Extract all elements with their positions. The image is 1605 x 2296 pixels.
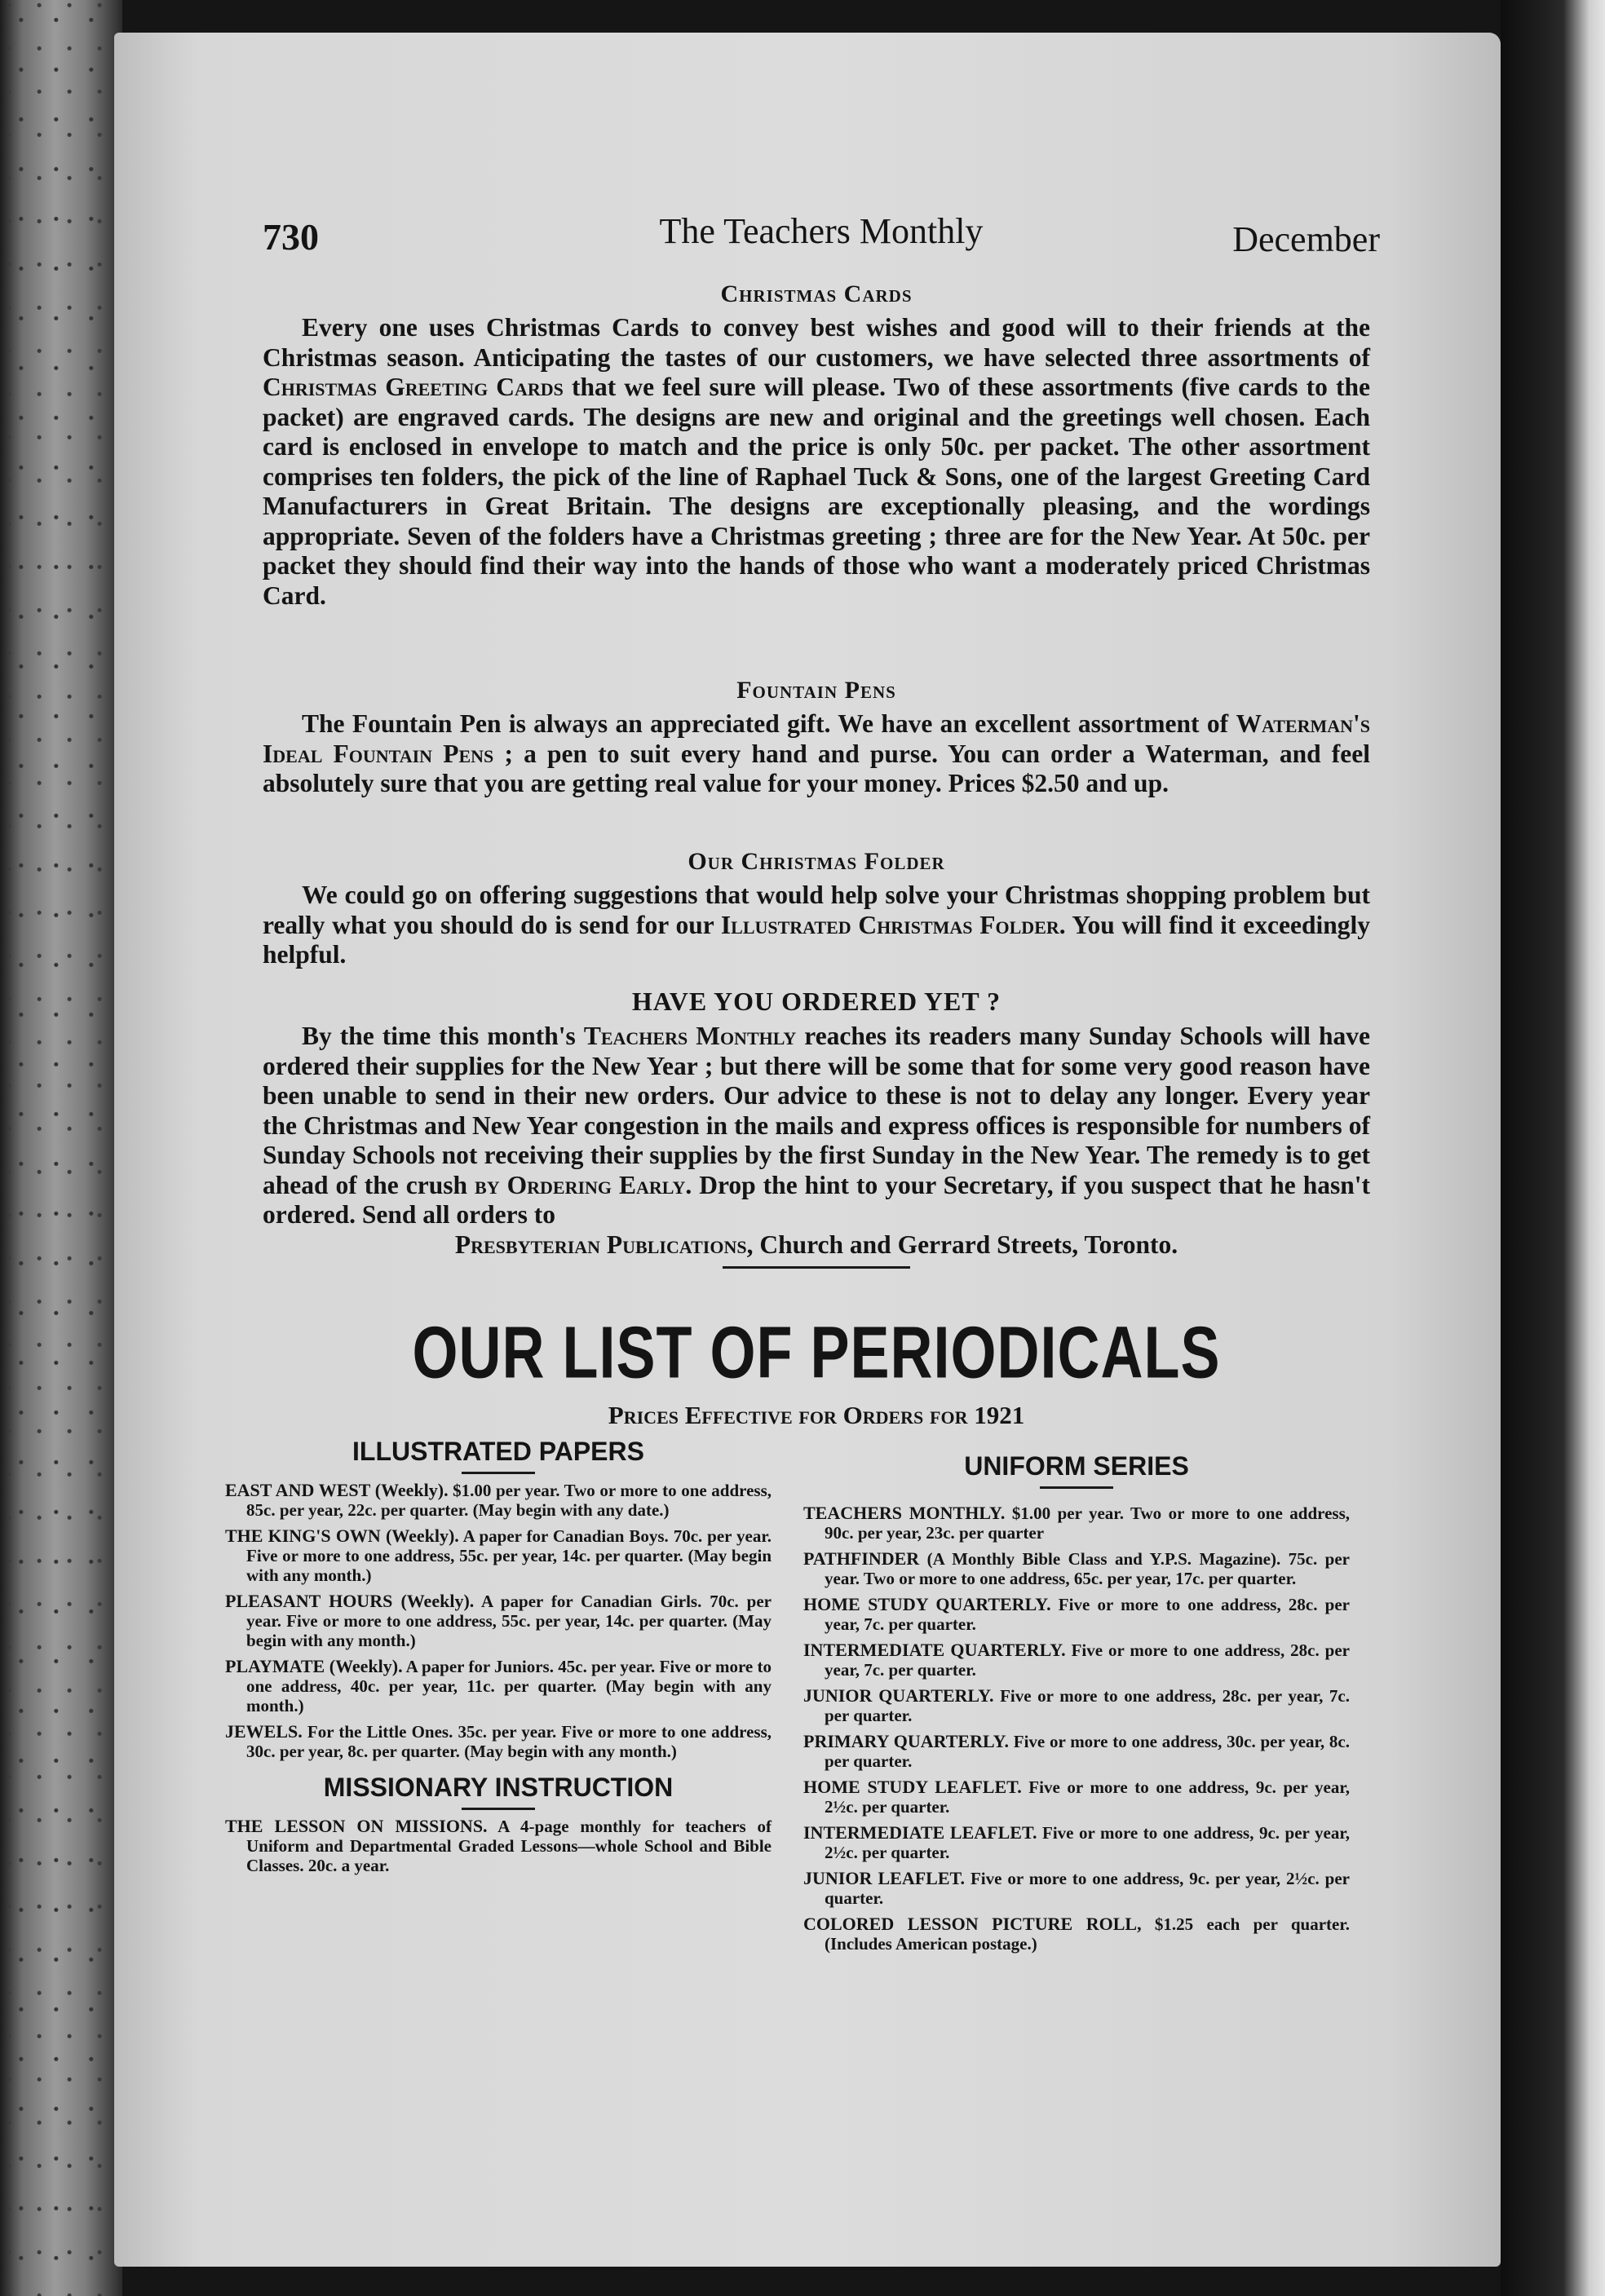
periodical-details: Five or more to one address, 9c. per year, 2½c. per quarter. [825, 1823, 1350, 1862]
periodical-entry [803, 1549, 1350, 1588]
body-text: We could go on offering suggestions that would help solve your Christmas shopping problem but really what you should do is send for our [263, 881, 1370, 939]
periodical-entry [803, 1869, 1350, 1908]
periodical-entry [225, 1526, 772, 1585]
periodical-name: JUNIOR QUARTERLY. [803, 1685, 994, 1706]
periodical-details: $1.00 per year. Two or more to one address, 90c. per year, 23c. per quarter [825, 1503, 1350, 1543]
periodical-details: A paper for Juniors. 45c. per year. Five or more to one address, 40c. per year, 11c. per quarter. (May begin with any month.) [246, 1657, 772, 1715]
christmas-cards-section [263, 280, 1370, 611]
periodicals-left-column [225, 1437, 772, 1882]
periodical-name: EAST AND WEST (Weekly). [225, 1480, 449, 1500]
page-number: 730 [263, 216, 319, 258]
periodical-details: Five or more to one address, 28c. per year, 7c. per quarter. [825, 1595, 1350, 1634]
periodical-entry [225, 1481, 772, 1520]
periodical-name: INTERMEDIATE QUARTERLY. [803, 1640, 1066, 1660]
body-text: . Drop the hint to your Secretary, if you suspect that he hasn't ordered. Send all orders to [263, 1170, 1370, 1229]
periodical-name: JEWELS. [225, 1721, 303, 1742]
periodical-details: Five or more to one address, 9c. per year, 2½c. per quarter. [825, 1777, 1351, 1817]
publisher-address: , Church and Gerrard Streets, Toronto. [746, 1230, 1178, 1259]
periodical-entry [225, 1722, 772, 1761]
christmas-folder-section [263, 848, 1370, 970]
periodical-details: A paper for Canadian Girls. 70c. per year. Five or more to one address, 55c. per year, 14c. per quarter. (May begin with any month.) [246, 1592, 772, 1650]
section-body [263, 313, 1370, 611]
emphasis-text: Illustrated Christmas Folder [720, 910, 1059, 939]
section-heading: Fountain Pens [736, 677, 896, 704]
book-spine [0, 0, 122, 2296]
periodical-details: Five or more to one address, 28c. per year, 7c. per quarter. [825, 1640, 1351, 1680]
periodical-entry [803, 1914, 1350, 1954]
fountain-pens-section [263, 677, 1370, 799]
periodical-name: JUNIOR LEAFLET. [803, 1868, 966, 1888]
periodical-details: A 4-page monthly for teachers of Uniform and Departmental Graded Lessons—whole School and Bible Classes. 20c. a year. [246, 1817, 772, 1875]
periodical-details: Five or more to one address, 9c. per year, 2½c. per quarter. [825, 1869, 1350, 1908]
body-text: ; a pen to suit every hand and purse. You can order a Waterman, and feel absolutely sure that you are getting real value for your money. Prices $2.50 and up. [263, 739, 1370, 797]
body-text: . You will find it exceedingly helpful. [263, 910, 1370, 969]
periodical-entry [803, 1777, 1350, 1817]
ordered-yet-section [263, 987, 1370, 1269]
heading-rule [462, 1472, 535, 1474]
periodical-entry [803, 1823, 1350, 1862]
missionary-instruction-heading: MISSIONARY INSTRUCTION [323, 1773, 674, 1802]
periodical-details: A paper for Canadian Boys. 70c. per year. Five or more to one address, 55c. per year, 14c. per quarter. (May begin with any month.) [246, 1526, 772, 1585]
uniform-series-list [803, 1503, 1350, 1954]
missionary-list [225, 1817, 772, 1875]
uniform-series-heading: UNIFORM SERIES [964, 1451, 1189, 1481]
periodical-entry [803, 1686, 1350, 1725]
periodical-details: $1.25 each per quarter. (Includes American postage.) [825, 1914, 1350, 1954]
periodicals-right-column [803, 1451, 1350, 1960]
issue-month: December [1232, 219, 1380, 259]
emphasis-text: Christmas Greeting Cards [263, 373, 564, 401]
periodical-name: PLAYMATE (Weekly). [225, 1656, 403, 1676]
periodical-name: INTERMEDIATE LEAFLET. [803, 1822, 1037, 1843]
periodical-details: Five or more to one address, 28c. per year, 7c. per quarter. [825, 1686, 1350, 1725]
periodicals-subtitle: Prices Effective for Orders for 1921 [608, 1401, 1025, 1429]
periodical-entry [225, 1657, 772, 1715]
next-page-edge [1501, 0, 1605, 2296]
section-heading: Our Christmas Folder [688, 848, 945, 875]
periodical-details: (A Monthly Bible Class and Y.P.S. Magazine). 75c. per year. Two or more to one address, 65c. per year, 17c. per quarter. [825, 1549, 1350, 1588]
periodical-details: $1.00 per year. Two or more to one address, 85c. per year, 22c. per quarter. (May begin with any date.) [246, 1481, 772, 1520]
signoff-line [263, 1230, 1370, 1260]
periodical-details: For the Little Ones. 35c. per year. Five or more to one address, 30c. per year, 8c. per quarter. (May begin with any month.) [246, 1722, 772, 1761]
section-heading: Christmas Cards [720, 280, 913, 307]
emphasis-text: Waterman's Ideal Fountain Pens [263, 709, 1370, 768]
illustrated-papers-list [225, 1481, 772, 1761]
body-text: The Fountain Pen is always an appreciated gift. We have an excellent assortment of [302, 709, 1236, 738]
periodical-name: THE LESSON ON MISSIONS. [225, 1816, 488, 1836]
periodical-name: PRIMARY QUARTERLY. [803, 1731, 1009, 1751]
periodical-details: Five or more to one address, 30c. per year, 8c. per quarter. [825, 1732, 1350, 1771]
section-heading: HAVE YOU ORDERED YET ? [631, 987, 1001, 1016]
section-body [263, 1022, 1370, 1230]
heading-rule [1040, 1486, 1113, 1489]
periodical-name: PATHFINDER [803, 1548, 920, 1569]
periodical-name: THE KING'S OWN (Weekly). [225, 1526, 459, 1546]
section-body [263, 881, 1370, 970]
body-text: By the time this month's [302, 1022, 584, 1050]
section-body [263, 709, 1370, 799]
body-text: reaches its readers many Sunday Schools will have ordered their supplies for the New Year ; but there will be some that for some very good reason have been unable to send in their new orders. Our advice to these is not to delay any longer. Every year the Christmas and New Year congestion in the mails and express offices is responsible for numbers of Sunday Schools not receiving their supplies by the first Sunday in the New Year. The remedy is to get ahead of the crush [263, 1022, 1371, 1199]
publisher-name: Presbyterian Publications [454, 1230, 747, 1259]
journal-title: The Teachers Monthly [659, 211, 984, 251]
body-text: Every one uses Christmas Cards to convey best wishes and good will to their friends at the Christmas season. Anticipating the tastes of our customers, we have selected three assortments of [263, 313, 1370, 372]
emphasis-text: by Ordering Early [475, 1170, 686, 1199]
periodical-entry [225, 1817, 772, 1875]
periodicals-title: OUR LIST OF PERIODICALS [412, 1312, 1221, 1394]
body-text: that we feel sure will please. Two of these assortments (five cards to the packet) are engraved cards. The designs are new and original and the greetings well chosen. Each card is enclosed in envelope to match and the price is only 50c. per packet. The other assortment comprises ten folders, the pick of the line of Raphael Tuck & Sons, one of the largest Greeting Card Manufacturers in Great Britain. The designs are exceptionally pleasing, and the wordings appropriate. Seven of the folders have a Christmas greeting ; three are for the New Year. At 50c. per packet they should find their way into the hands of those who want a moderately priced Christmas Card. [263, 373, 1370, 610]
periodical-entry [803, 1732, 1350, 1771]
periodical-name: TEACHERS MONTHLY. [803, 1503, 1006, 1523]
running-header [263, 210, 1380, 259]
illustrated-papers-heading: ILLUSTRATED PAPERS [352, 1437, 644, 1466]
emphasis-text: Teachers Monthly [583, 1022, 797, 1050]
periodical-entry [803, 1640, 1350, 1680]
periodical-entry [803, 1595, 1350, 1634]
periodical-entry [803, 1503, 1350, 1543]
periodical-entry [225, 1592, 772, 1650]
periodical-name: PLEASANT HOURS (Weekly). [225, 1591, 475, 1611]
periodical-name: HOME STUDY LEAFLET. [803, 1777, 1022, 1797]
section-divider [723, 1266, 910, 1269]
heading-rule [462, 1808, 535, 1810]
periodical-name: HOME STUDY QUARTERLY. [803, 1594, 1051, 1614]
periodical-name: COLORED LESSON PICTURE ROLL, [803, 1914, 1142, 1934]
